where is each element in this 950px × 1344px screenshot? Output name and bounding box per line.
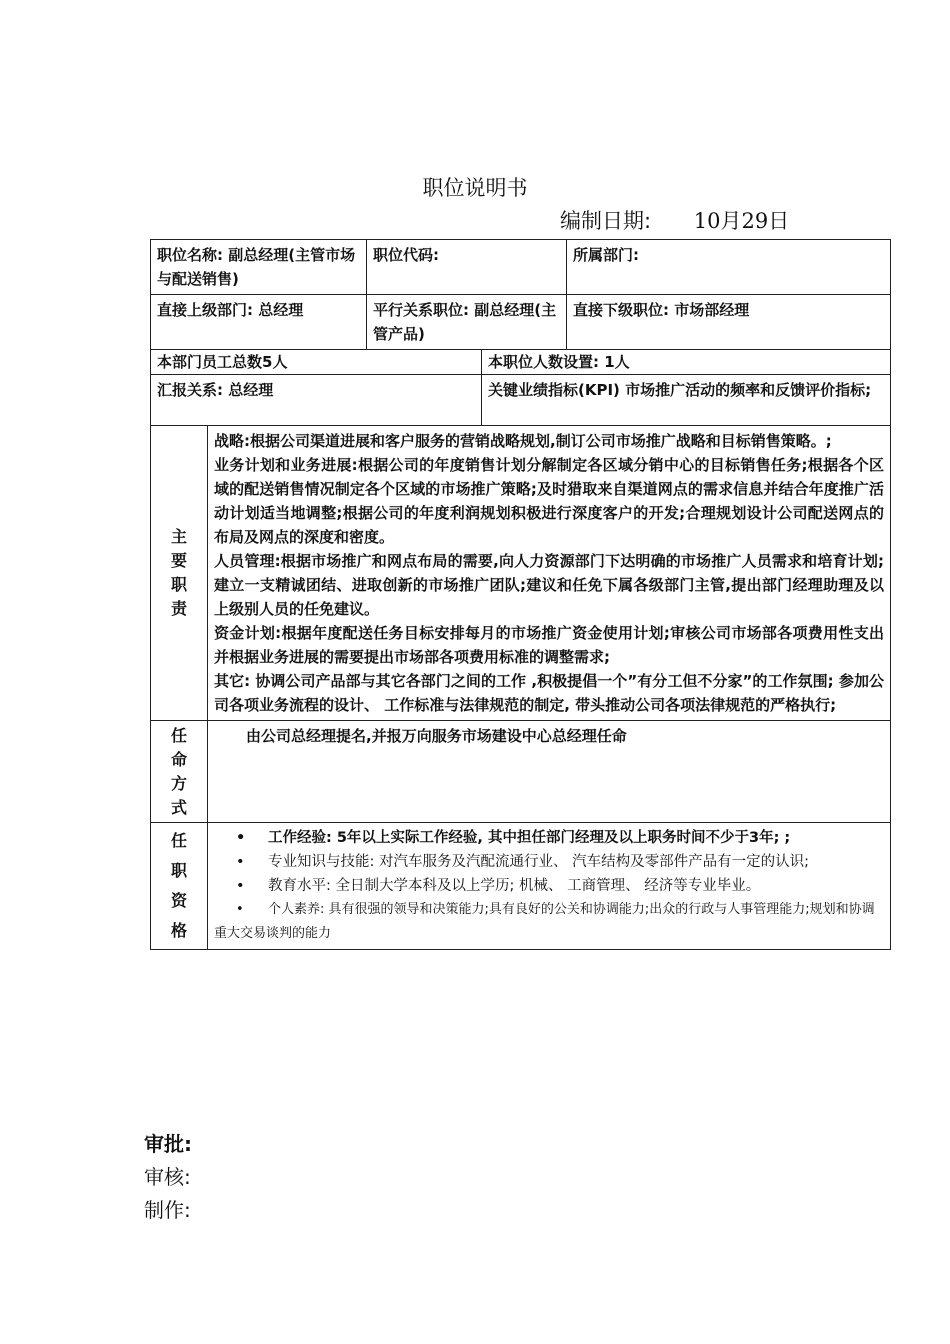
date-row (560, 205, 789, 235)
date-label: 编制日期: (560, 209, 652, 233)
position-code-cell: 职位代码: (367, 240, 567, 295)
appointment-content: 由公司总经理提名,并报万向服务市场建设中心总经理任命 (208, 721, 891, 823)
responsibilities-label: 主 要 职 责 (151, 426, 208, 721)
superior-dept-cell: 直接上级部门: 总经理 (151, 295, 367, 350)
responsibilities-content (208, 426, 891, 721)
responsibility-personnel: 人员管理:根据市场推广和网点布局的需要,向人力资源部门下达明确的市场推广人员需求和培育计划;建立一支精诚团结、进取创新的市场推广团队;建议和任免下属各级部门主管,提出部门经理助理及以上级别人员的任免建议。 (214, 552, 884, 618)
job-description-table (150, 239, 891, 950)
qualifications-content (208, 823, 891, 950)
position-name-cell: 职位名称: 副总经理(主管市场与配送销售) (151, 240, 367, 295)
review-label: 审核: (144, 1165, 191, 1189)
bullet-icon: • (236, 878, 245, 894)
staff-total-cell: 本部门员工总数5人 (151, 350, 482, 375)
document-title: 职位说明书 (422, 176, 528, 200)
make-label: 制作: (144, 1198, 191, 1222)
kpi-cell: 关键业绩指标(KPI) 市场推广活动的频率和反馈评价指标; (482, 375, 891, 426)
bullet-icon: • (236, 854, 245, 870)
parallel-position-cell: 平行关系职位: 副总经理(主管产品) (367, 295, 567, 350)
department-cell: 所属部门: (567, 240, 891, 295)
bullet-icon: • (236, 830, 246, 846)
approvals-block (144, 1128, 192, 1227)
qualifications-label: 任 职 资 格 (151, 823, 208, 950)
date-value: 10月29日 (693, 209, 790, 233)
qualification-experience: • 工作经验: 5年以上实际工作经验, 其中担任部门经理及以上职务时间不少于3年; ; (214, 826, 884, 850)
approve-label: 审批: (144, 1132, 192, 1156)
report-to-cell: 汇报关系: 总经理 (151, 375, 482, 426)
headcount-cell: 本职位人数设置: 1人 (482, 350, 891, 375)
responsibility-funding: 资金计划:根据年度配送任务目标安排每月的市场推广资金使用计划;审核公司市场部各项费用性支出并根据业务进展的需要提出市场部各项费用标准的调整需求; (214, 624, 884, 666)
qualification-education: • 教育水平: 全日制大学本科及以上学历; 机械、 工商管理、 经济等专业毕业。 (214, 874, 884, 898)
responsibility-business-plan: 业务计划和业务进展:根据公司的年度销售计划分解制定各区域分销中心的目标销售任务;根据各个区域的配送销售情况制定各个区域的市场推广策略;及时猎取来自渠道网点的需求信息并结合年度推广活动计划适当地调整;根据公司的年度利润规划积极进行深度客户的开发;合理规划设计公司配送网点的布局及网点的深度和密度。 (214, 456, 884, 546)
bullet-icon: • (236, 902, 244, 917)
qualification-knowledge: • 专业知识与技能: 对汽车服务及汽配流通行业、 汽车结构及零部件产品有一定的认识; (214, 850, 884, 874)
responsibility-other: 其它: 协调公司产品部与其它各部门之间的工作 ,积极提倡一个”有分工但不分家”的工作氛围; 参加公司各项业务流程的设计、 工作标准与法律规范的制定, 带头推动公司各项法律规范的严格执行; (214, 672, 884, 714)
appointment-label: 任 命 方 式 (151, 721, 208, 823)
subordinate-position-cell: 直接下级职位: 市场部经理 (567, 295, 891, 350)
qualification-personal: • 个人素养: 具有很强的领导和决策能力;具有良好的公关和协调能力;出众的行政与人事管理能力;规划和协调重大交易谈判的能力 (214, 898, 884, 946)
responsibility-strategy: 战略:根据公司渠道进展和客户服务的营销战略规划,制订公司市场推广战略和目标销售策略。; (214, 432, 832, 450)
